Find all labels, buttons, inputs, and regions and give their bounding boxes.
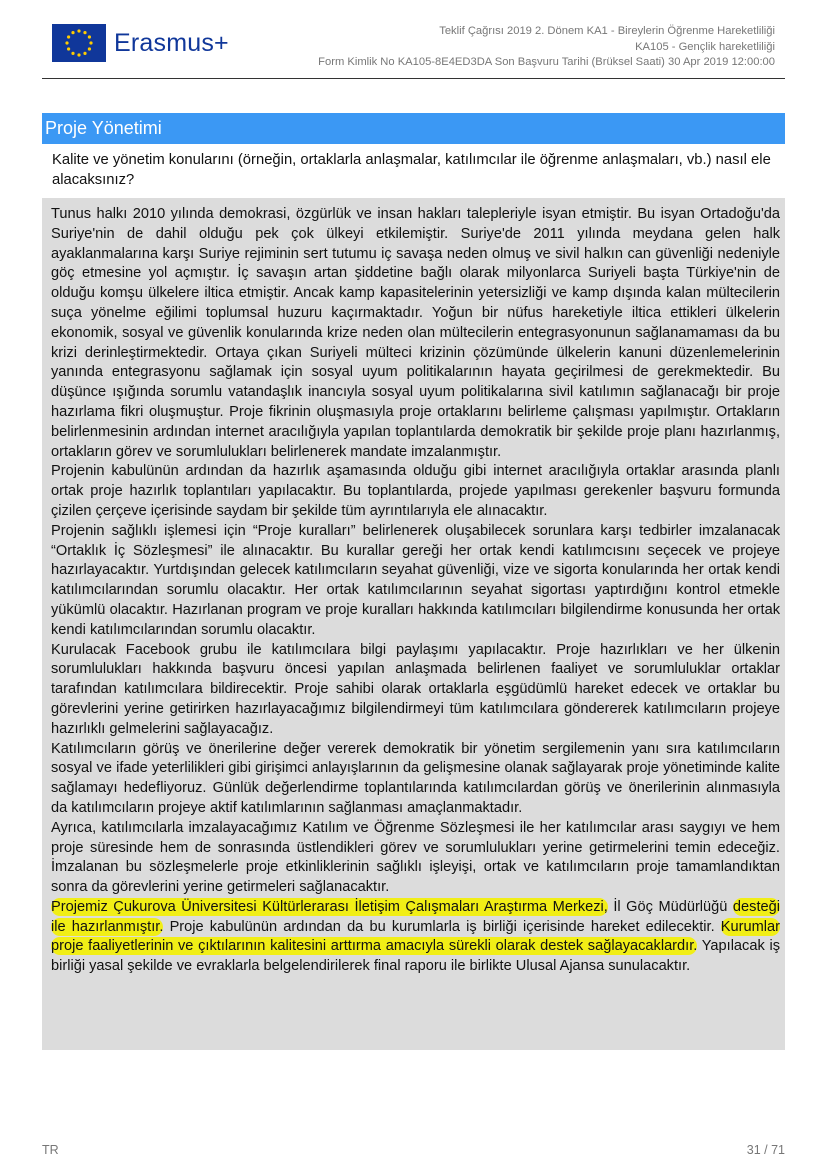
section-title: Proje Yönetimi	[42, 113, 785, 144]
answer-paragraph: Projenin sağlıklı işlemesi için “Proje kuralları” belirlenerek oluşabilecek sorunlara karşı tedbirler imzalanacak “Ortaklık İç Sözleşmesi” ile alınacaktır. Bu kurallar gereği her ortak kendi katılımcısını seçecek ve projeye hazırlayacaktır. Yurtdışından gelecek katılımcıların seyahat güvenliği, vize ve sigorta konularında her ortak kendi katılımcılarından sorumlu olacaktır. Her ortak katılımcılarının seyahat sigortası yaptırdığını kontrol etmekle yükümlü olacaktır. Hazırlanan program ve proje kuralları hakkında katılımcıları bilgilendirme konusunda her ortak kendi katılımcılarından sorumlu olacaktır.	[51, 522, 780, 638]
page-header	[42, 18, 785, 79]
answer-paragraph: Projenin kabulünün ardından da hazırlık aşamasında olduğu gibi internet aracılığıyla ortaklar arasında planlı ortak proje hazırlık toplantıları yapılacaktır. Bu toplantılarda, projede yapılması gerekenler başvuru formunda çizilen çerçeve içerisinde saydam bir şekilde tüm ayrıntılarıyla ele alınacaktır.	[51, 463, 780, 519]
footer-language: TR	[42, 1143, 59, 1157]
call-info	[318, 24, 775, 71]
answer-paragraph: Tunus halkı 2010 yılında demokrasi, özgürlük ve insan hakları talepleriyle isyan etmiştir. Bu isyan Ortadoğu'da Suriye'nin de dahil olduğu pek çok ülkeyi etkilemiştir. Suriye'de 2011 yılında meydana gelen halk ayaklanmalarına karşı Suriye rejiminin sert tutumu iç savaşa neden olmuş ve sivil halkın can güvenliği nedeniyle göç etmesine yol açmıştır. İç savaşın artan şiddetine bağlı olarak milyonlarca Suriyeli başta Türkiye'nin de olduğu komşu ülkelere iltica etmiştir. Ancak kamp kapasitelerinin yetersizliği ve kamp dışında kalan mültecilerin suça yönelme eğilimi toplumsal huzuru kaçırmaktadır. Yoğun bir nüfus hareketiyle iltica ettikleri ülkelerin ekonomik, sosyal ve güvenlik konularında krize neden olan mültecilerin entegrasyonunun sağlanamaması da bu krizi derinleştirmektedir. Ortaya çıkan Suriyeli mülteci krizinin çözümünde ülkelerin kanuni düzenlemelerinin yanında entegrasyonu sağlamak için sosyal uyum politikalarının hayata geçirilmesi de gerekmektedir. Bu düşünce ışığında sorumlu vatandaşlık inancıyla sosyal uyum politikalarına sivil katılımın sağlanacağı bir proje hazırlama fikri oluşmuştur. Proje fikrinin oluşmasıyla proje ortaklarını belirleme çalışması yapılmıştır. Ortakların belirlenmesinin ardından internet aracılığıyla yapılan toplantılarda demokratik bir şekilde proje planı hazırlanmış, ortakların görev ve sorumlulukları belirlenerek mandate imzalanmıştır.	[51, 206, 780, 460]
highlighted-text: Kurumlar proje faaliyetlerinin ve çıktılarının kalitesini arttırma amacıyla sürekli olarak destek sağlayacaklardır.	[51, 918, 780, 955]
erasmus-logo	[52, 23, 242, 63]
answer-paragraph: Katılımcıların görüş ve önerilerine değer vererek demokratik bir yönetim sergilemenin yanı sıra katılımcıların sosyal ve ifade yeterlilikleri gibi girişimci anlayışlarının da gelişmesine olanak sağlayarak proje yönetiminde kalite sağlamayı hedefliyoruz. Günlük değerlendirme toplantılarında katılımcılardan görüş ve önerilerinin alınmasıyla da katılımcıların projeye aktif katılımlarının sağlanması amaçlanmaktadır.	[51, 740, 780, 816]
eu-flag-icon	[52, 24, 106, 62]
highlighted-text: Projemiz Çukurova Üniversitesi Kültürlerarası İletişim Çalışmaları Araştırma Merkezi,	[51, 898, 608, 915]
highlighted-text: desteği ile hazırlanmıştır.	[51, 898, 780, 935]
erasmus-logo-text: Erasmus+	[114, 28, 229, 57]
answer-text-run: İl Göç Müdürlüğü	[607, 898, 733, 915]
footer-page-number: 31 / 71	[746, 1143, 785, 1157]
answer-paragraph: Ayrıca, katılımcılarla imzalayacağımız Katılım ve Öğrenme Sözleşmesi ile her katılımcılar arası saygıyı ve hem proje süresinde hem de sonrasında üstlendikleri görev ve sorumlulukları yerine getirmelerini temin edeceğiz. İmzalanan bu sözleşmelerle proje etkinliklerinin sağlıklı işleyişi, ortak ve katılımcıların proje tamamlandıktan sonra da görevlerini yerine getirmeleri sağlanacaktır.	[51, 819, 780, 896]
call-title: Teklif Çağrısı 2019 2. Dönem KA1 - Bireylerin Öğrenme Hareketliliği	[439, 25, 775, 37]
answer-text-run: Proje kabulünün ardından da bu kurumlarla iş birliği içerisinde hareket edilecektir.	[163, 918, 721, 935]
section-question: Kalite ve yönetim konularını (örneğin, ortaklarla anlaşmalar, katılımcılar ile öğrenme anlaşmaları, vb.) nasıl ele alacaksınız?	[52, 152, 771, 188]
answer-text-run: Yapılacak iş birliği yasal şekilde ve evraklarla belgelendirilerek final raporu ile birlikte Ulusal Ajansa sunulacaktır.	[51, 938, 780, 975]
answer-paragraph: Kurulacak Facebook grubu ile katılımcılara bilgi paylaşımı yapılacaktır. Proje hazırlıkları ve her ülkenin sorumlulukları hakkında başvuru öncesi yapılan anlaşmada belirlenen faaliyet ve sorumluluklar ortaklar tarafından katılımcılara bildirecektir. Proje sahibi olarak ortaklarla eşgüdümlü hareket edecek ve ortaklar bu görevlerini yerine getirirken hazırlayacağımız bilgilendirmeyi tüm katılımcılara göndererek katılımcıların projeye hazırlıklı gelmelerini sağlayacağız.	[51, 641, 780, 737]
answer-text	[51, 205, 780, 977]
answer-paragraph-highlighted	[51, 898, 780, 977]
form-id-deadline: Form Kimlik No KA105-8E4ED3DA Son Başvuru Tarihi (Brüksel Saati) 30 Apr 2019 12:00:00	[318, 56, 775, 68]
action-type: KA105 - Gençlik hareketliliği	[635, 40, 775, 53]
